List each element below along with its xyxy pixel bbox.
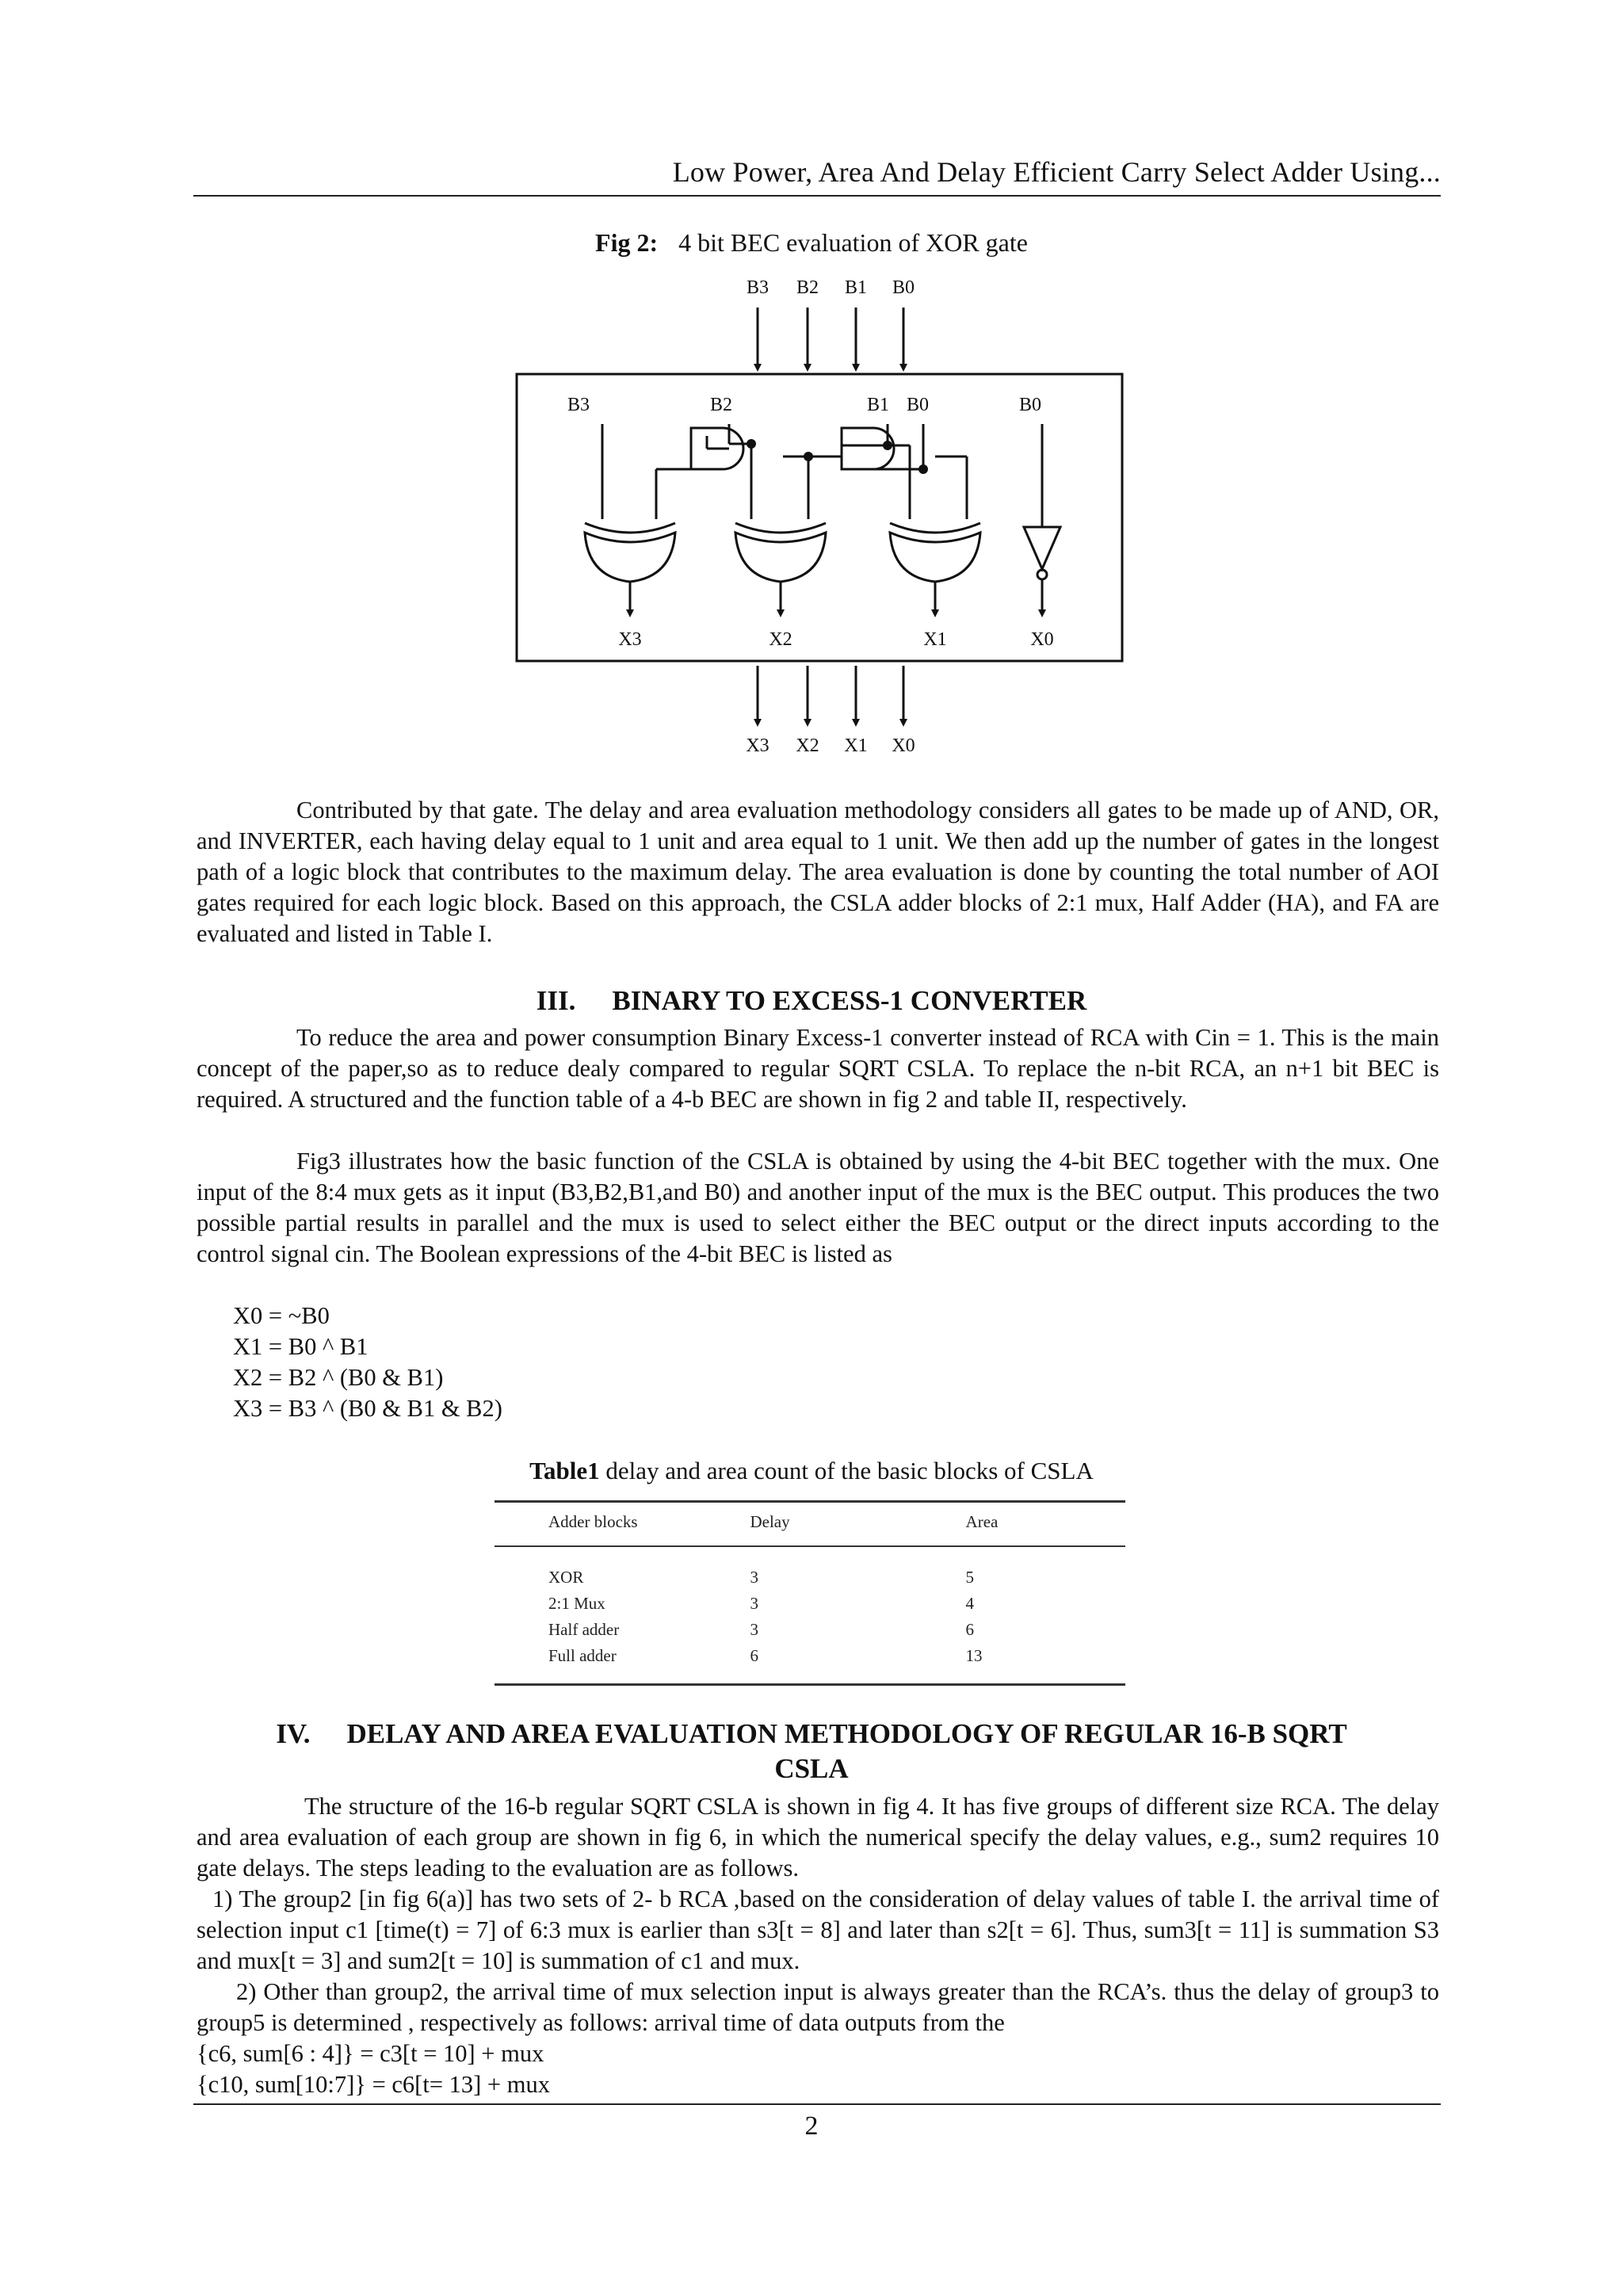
- circuit-wires: [602, 424, 1042, 613]
- body-paragraph: 1) The group2 [in fig 6(a)] has two sets of 2- b RCA ,based on the consideration of delay values of table I. the arrival time of selection input c1 [time(t) = 7] of 6:3 mux is earlier than s3[t = 8] and later than s2[t = 6]. Thus, sum3[t = 11] is summation S3 and mux[t = 3] and sum2[t = 10] is summation of c1 and mux.: [197, 1885, 1439, 1974]
- bec-block-outline: [517, 374, 1122, 661]
- xor-gate-icon: [585, 523, 675, 582]
- header-rule: [193, 195, 1441, 197]
- body-paragraph: Contributed by that gate. The delay and area evaluation methodology considers all gates to be made up of AND, OR, and INVERTER, each having delay equal to 1 unit and area equal to 1 unit. We then add up the number of gates in the longest path of a logic block that contributes to the maximum delay. The area evaluation is done by counting the total number of AOI gates required for each logic block. Based on this approach, the CSLA adder blocks of 2:1 mux, Half Adder (HA), and FA are evaluated and listed in Table I.: [197, 797, 1439, 947]
- section-number: IV.: [276, 1718, 311, 1749]
- bottom-output-label: X3: [746, 735, 769, 756]
- table-cell: 5: [965, 1568, 975, 1587]
- table-row: [495, 1617, 1125, 1643]
- table-cell: Half adder: [548, 1620, 620, 1639]
- section-title: DELAY AND AREA EVALUATION METHODOLOGY OF REGULAR 16-B SQRT: [346, 1718, 1347, 1749]
- body-paragraph: 2) Other than group2, the arrival time of mux selection input is always greater than the RCA’s. thus the delay of group3 to group5 is determined , respectively as follows: arrival time of data outputs from the: [197, 1978, 1439, 2036]
- table-cell: 3: [750, 1620, 758, 1639]
- table-cell: XOR: [548, 1568, 584, 1587]
- boolean-equation: X2 = B2 ^ (B0 & B1): [233, 1364, 444, 1391]
- figure-label: Fig 2:: [595, 228, 659, 257]
- section-heading: [0, 1718, 1623, 1750]
- table-caption-label: Table1: [529, 1457, 600, 1484]
- table-cell: 13: [965, 1646, 983, 1665]
- table-cell: 3: [750, 1594, 758, 1613]
- table-row: [495, 1591, 1125, 1617]
- top-input-label: B3: [746, 277, 769, 298]
- table-caption-text: delay and area count of the basic blocks of CSLA: [599, 1457, 1094, 1484]
- top-input-label: B1: [844, 277, 868, 298]
- inner-input-label: B0: [906, 395, 930, 415]
- boolean-equation: X3 = B3 ^ (B0 & B1 & B2): [233, 1395, 502, 1422]
- table-header-row: [495, 1503, 1125, 1541]
- inner-output-label: X1: [923, 629, 947, 650]
- body-paragraph: Fig3 illustrates how the basic function of the CSLA is obtained by using the 4-bit BEC together with the mux. One input of the 8:4 mux gets as it input (B3,B2,B1,and B0) and another input of the mux is the BEC output. This produces the two possible partial results in parallel and the mux is used to select either the BEC output or the direct inputs according to the control signal cin. The Boolean expressions of the 4-bit BEC is listed as: [197, 1148, 1439, 1267]
- section-heading: [0, 985, 1623, 1017]
- body-paragraph: The structure of the 16-b regular SQRT CSLA is shown in fig 4. It has five groups of different size RCA. The delay and area evaluation of each group are shown in fig 6, in which the numerical specify the delay values, e.g., sum2 requires 10 gate delays. The steps leading to the evaluation are as follows.: [197, 1793, 1439, 1881]
- inner-input-label: B2: [709, 395, 733, 415]
- table-body: [495, 1547, 1125, 1669]
- table-cell: 2:1 Mux: [548, 1594, 605, 1613]
- csla-table: [495, 1500, 1125, 1686]
- table-row: [495, 1643, 1125, 1669]
- inner-output-label: X2: [769, 629, 792, 650]
- inner-input-label: B0: [1018, 395, 1042, 415]
- inner-output-label: X3: [618, 629, 642, 650]
- bottom-output-label: X1: [844, 735, 868, 756]
- footer-rule: [193, 2103, 1441, 2105]
- xor-gate-icon: [890, 523, 980, 582]
- inner-output-label: X0: [1030, 629, 1054, 650]
- boolean-equation: X0 = ~B0: [233, 1302, 330, 1329]
- figure-title: 4 bit BEC evaluation of XOR gate: [678, 228, 1028, 257]
- top-input-label: B2: [796, 277, 819, 298]
- top-input-label: B0: [892, 277, 915, 298]
- section-number: III.: [536, 985, 576, 1016]
- boolean-equation: X1 = B0 ^ B1: [233, 1333, 369, 1360]
- section-heading-continued: CSLA: [774, 1753, 849, 1784]
- table-cell: 6: [750, 1646, 758, 1665]
- inverter-icon: [1024, 527, 1060, 569]
- section-title: BINARY TO EXCESS-1 CONVERTER: [612, 985, 1087, 1016]
- delay-equation: {c6, sum[6 : 4]} = c3[t = 10] + mux: [197, 2040, 544, 2067]
- delay-equation: {c10, sum[10:7]} = c6[t= 13] + mux: [197, 2071, 550, 2098]
- bottom-output-label: X0: [892, 735, 915, 756]
- xor-gate-icon: [735, 523, 826, 582]
- column-header: Delay: [750, 1512, 790, 1531]
- bottom-output-label: X2: [796, 735, 819, 756]
- table-cell: 3: [750, 1568, 758, 1587]
- table-caption: [0, 1457, 1623, 1485]
- bec-circuit-diagram: [491, 269, 1141, 777]
- inner-input-label: B1: [866, 395, 890, 415]
- table-row: [495, 1564, 1125, 1591]
- table-rule: [495, 1683, 1125, 1686]
- column-header: Adder blocks: [548, 1512, 638, 1531]
- table-cell: 4: [965, 1594, 975, 1613]
- body-paragraph: To reduce the area and power consumption Binary Excess-1 converter instead of RCA with Cin = 1. This is the main concept of the paper,so as to reduce dealy compared to regular SQRT CSLA. To replace the n-bit RCA, an n+1 bit BEC is required. A structured and the function table of a 4-b BEC are shown in fig 2 and table II, respectively.: [197, 1024, 1439, 1113]
- inner-input-label: B3: [567, 395, 590, 415]
- page-number: 2: [804, 2111, 819, 2141]
- table-cell: Full adder: [548, 1646, 617, 1665]
- table-cell: 6: [965, 1620, 975, 1639]
- column-header: Area: [965, 1512, 999, 1531]
- figure-caption: [0, 228, 1623, 258]
- running-header: Low Power, Area And Delay Efficient Carry Select Adder Using...: [672, 156, 1441, 188]
